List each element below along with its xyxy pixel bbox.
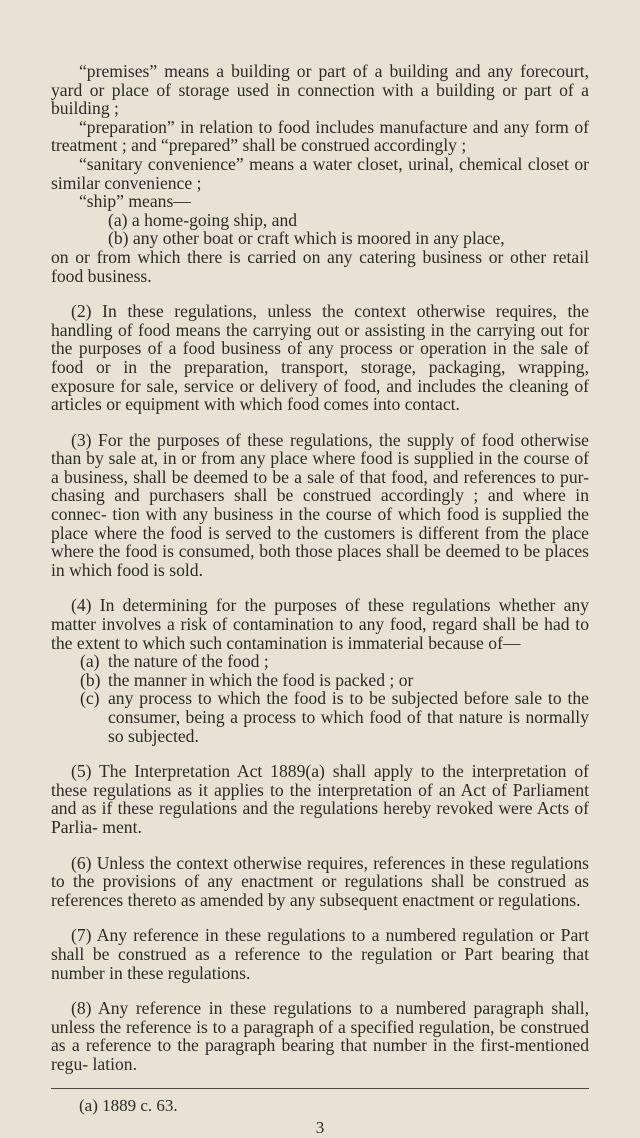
definition-preparation: “preparation” in relation to food includes manufacture and any form of treatment ; and “prepared” shall be construed accordingly ;: [51, 116, 589, 156]
list-item-label: (a): [80, 651, 100, 672]
list-item-text: the nature of the food ;: [108, 651, 269, 672]
paragraph-5: (5) The Interpretation Act 1889(a) shall apply to the interpretation of these regulations as it applies to the interpretation of an Act of Parliament and as if these regulations and the regulations hereby revoked were Acts of Parlia- ment.: [51, 761, 589, 837]
list-item: [51, 689, 589, 745]
definition-ship-continuation: on or from which there is carried on any catering business or other retail food business.: [51, 246, 589, 286]
definition-ship: “ship” means—: [79, 191, 191, 212]
footnote-divider: [51, 1088, 589, 1089]
definition-sanitary-convenience: “sanitary convenience” means a water closet, urinal, chemical closet or similar convenience ;: [51, 153, 589, 193]
paragraph-4: (4) In determining for the purposes of these regulations whether any matter involves a risk of contamination to any food, regard shall be had to the extent to which such contamination is immaterial because of—: [51, 595, 589, 653]
list-item-label: (c): [80, 688, 100, 709]
list-item-text: the manner in which the food is packed ; or: [108, 669, 414, 690]
paragraph-3: (3) For the purposes of these regulations, the supply of food otherwise than by sale at, in or from any place where food is supplied in the course of a business, shall be deemed to be a sale of that food, and references to pur- chasing and purchasers shall be construed accordingly ; and where in connec- tion with any business in the course of which food is supplied the place where the food is served to the customers is different from the place where the food is consumed, both those places shall be deemed to be places in which food is sold.: [51, 429, 589, 580]
paragraph-7: (7) Any reference in these regulations to a numbered regulation or Part shall be construed as a reference to the regulation or Part bearing that number in these regulations.: [51, 925, 589, 983]
paragraph-4-list: [51, 652, 589, 745]
definition-ship-item-b: (b) any other boat or craft which is moored in any place,: [108, 228, 505, 249]
footnote: (a) 1889 c. 63.: [79, 1095, 178, 1115]
list-item-text: any process to which the food is to be subjected before sale to the consumer, being a process to which food of that nature is normally so subjected.: [108, 688, 589, 746]
definition-premises: “premises” means a building or part of a building and any forecourt, yard or place of storage used in connection with a building or part of a building ;: [51, 61, 589, 119]
definition-ship-item-a: (a) a home-going ship, and: [108, 209, 298, 230]
list-item-label: (b): [80, 669, 101, 690]
list-item: [51, 671, 589, 690]
paragraph-6: (6) Unless the context otherwise requires, references in these regulations to the provisions of any enactment or regulations shall be construed as references thereto as amended by any subsequent enactment or regulations.: [51, 852, 589, 910]
paragraph-8: (8) Any reference in these regulations to a numbered paragraph shall, unless the reference is to a paragraph of a specified regulation, be construed as a reference to the paragraph bearing that number in the first-mentioned regu- lation.: [51, 998, 589, 1074]
page-number: 3: [315, 1118, 325, 1138]
list-item: [51, 652, 589, 671]
paragraph-2: (2) In these regulations, unless the context otherwise requires, the handling of food means the carrying out or assisting in the carrying out for the purposes of a food business of any process or operation in the sale of food or in the preparation, transport, storage, packaging, wrapping, exposure for sale, service or delivery of food, and includes the cleaning of articles or equipment with which food comes into contact.: [51, 301, 589, 415]
